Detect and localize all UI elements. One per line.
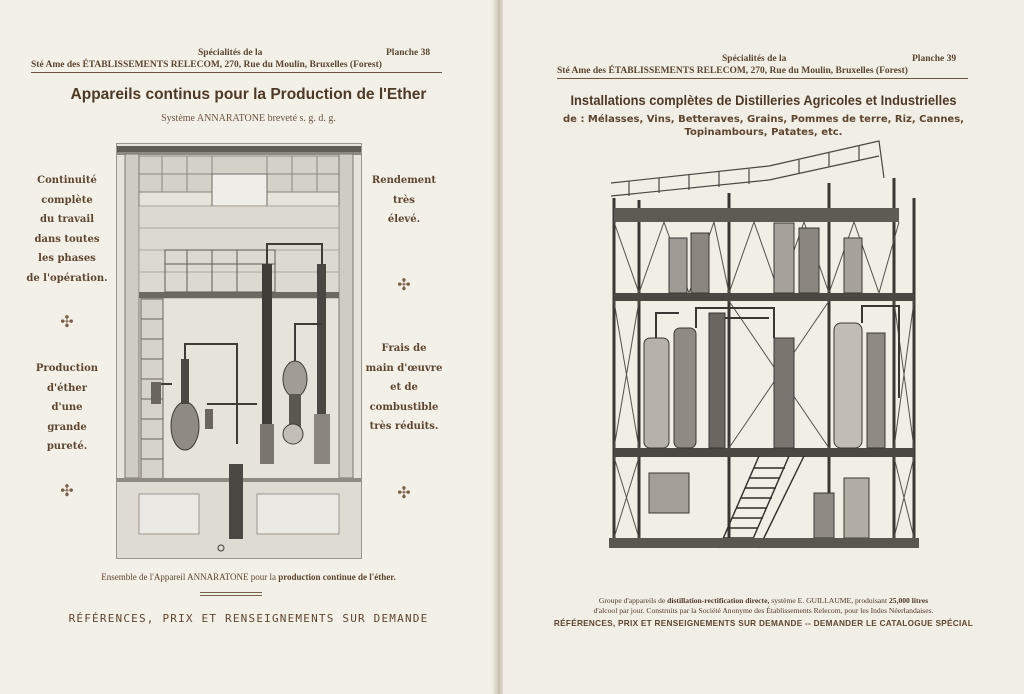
right-page-subtitle-1: de : Mélasses, Vins, Betteraves, Grains, Pommes de terre, Riz, Cannes,	[563, 114, 964, 125]
feature-line: complète	[41, 194, 93, 206]
double-rule-top	[200, 592, 262, 593]
right-caption-line1	[503, 596, 1024, 605]
ornament-icon: ✣	[397, 275, 411, 294]
right-caption-line2: d'alcool par jour. Construits par la Société Anonyme des Établissements Relecom, pour les Indes Néerlandaises.	[593, 606, 934, 615]
right-page-subtitle-2: Topinambours, Patates, etc.	[684, 127, 843, 138]
ether-apparatus-illustration	[116, 143, 362, 559]
feature-line: très	[393, 194, 415, 206]
feature-line: d'éther	[47, 382, 87, 394]
feature-costs	[359, 339, 449, 437]
distillery-drawing	[599, 138, 929, 558]
left-caption	[0, 572, 497, 582]
right-page-title: Installations complètes de Distilleries Agricoles et Industrielles	[570, 92, 957, 108]
feature-line: et de	[390, 382, 418, 393]
caption-bold-text: production continue de l'éther.	[278, 572, 396, 582]
caption-text: système E. GUILLAUME, produisant	[771, 596, 888, 605]
caption-text: Groupe d'appareils de	[598, 596, 666, 605]
ether-apparatus-drawing	[117, 144, 361, 558]
feature-line: très réduits.	[369, 421, 439, 432]
double-rule-bottom	[200, 595, 262, 596]
feature-line: Continuité	[37, 175, 97, 186]
left-header-company	[31, 60, 382, 70]
feature-yield	[359, 171, 449, 230]
feature-line: combustible	[369, 401, 439, 413]
feature-line: les phases	[38, 253, 96, 264]
left-header-planche: Planche 38	[386, 48, 431, 58]
feature-line: du travail	[40, 214, 94, 225]
feature-line: élevé.	[387, 214, 421, 225]
feature-line: pureté.	[46, 441, 88, 452]
feature-line: Production	[35, 363, 99, 374]
right-references: RÉFÉRENCES, PRIX ET RENSEIGNEMENTS SUR DEMANDE -- DEMANDER LE CATALOGUE SPÉCIAL	[553, 619, 974, 628]
left-page-title: Appareils continus pour la Production de l'Ether	[70, 86, 427, 103]
right-company-name: des ÉTABLISSEMENTS RELECOM, 270, Rue du Moulin, Bruxelles (Forest)	[592, 66, 908, 76]
ornament-icon: ✣	[60, 312, 74, 331]
left-header-specialites: Spécialités de la	[198, 48, 263, 58]
feature-line: main d'œuvre	[365, 362, 443, 374]
feature-line: Rendement	[371, 175, 437, 186]
left-company-prefix: Sté Ame	[31, 60, 65, 70]
feature-line: d'une	[51, 402, 83, 413]
feature-line: Frais de	[381, 343, 427, 354]
right-header-planche: Planche 39	[912, 54, 957, 64]
distillery-installation-photo	[599, 138, 929, 558]
left-page	[0, 0, 497, 694]
feature-line: dans toutes	[34, 233, 100, 245]
feature-line: grande	[47, 421, 87, 433]
ornament-icon: ✣	[397, 483, 411, 502]
caption-text: Ensemble de l'Appareil ANNARATONE pour la	[101, 572, 276, 582]
left-company-name: des ÉTABLISSEMENTS RELECOM, 270, Rue du Moulin, Bruxelles (Forest)	[66, 60, 382, 70]
right-page	[503, 0, 1024, 694]
right-header-company	[557, 66, 908, 76]
right-company-prefix: Sté Ame	[557, 66, 591, 76]
caption-bold-text: distillation-rectification directe,	[667, 596, 770, 605]
left-page-subtitle: Système ANNARATONE breveté s. g. d. g.	[161, 113, 336, 124]
ornament-icon: ✣	[60, 481, 74, 500]
left-header-rule	[31, 72, 442, 73]
feature-continuity	[22, 171, 112, 288]
right-header-rule	[557, 78, 968, 79]
caption-bold-text: 25,000 litres	[888, 596, 929, 605]
left-references: RÉFÉRENCES, PRIX ET RENSEIGNEMENTS SUR DEMANDE	[68, 612, 429, 625]
right-header-specialites: Spécialités de la	[722, 54, 787, 64]
feature-line: de l'opération.	[26, 272, 108, 284]
feature-purity	[22, 359, 112, 457]
